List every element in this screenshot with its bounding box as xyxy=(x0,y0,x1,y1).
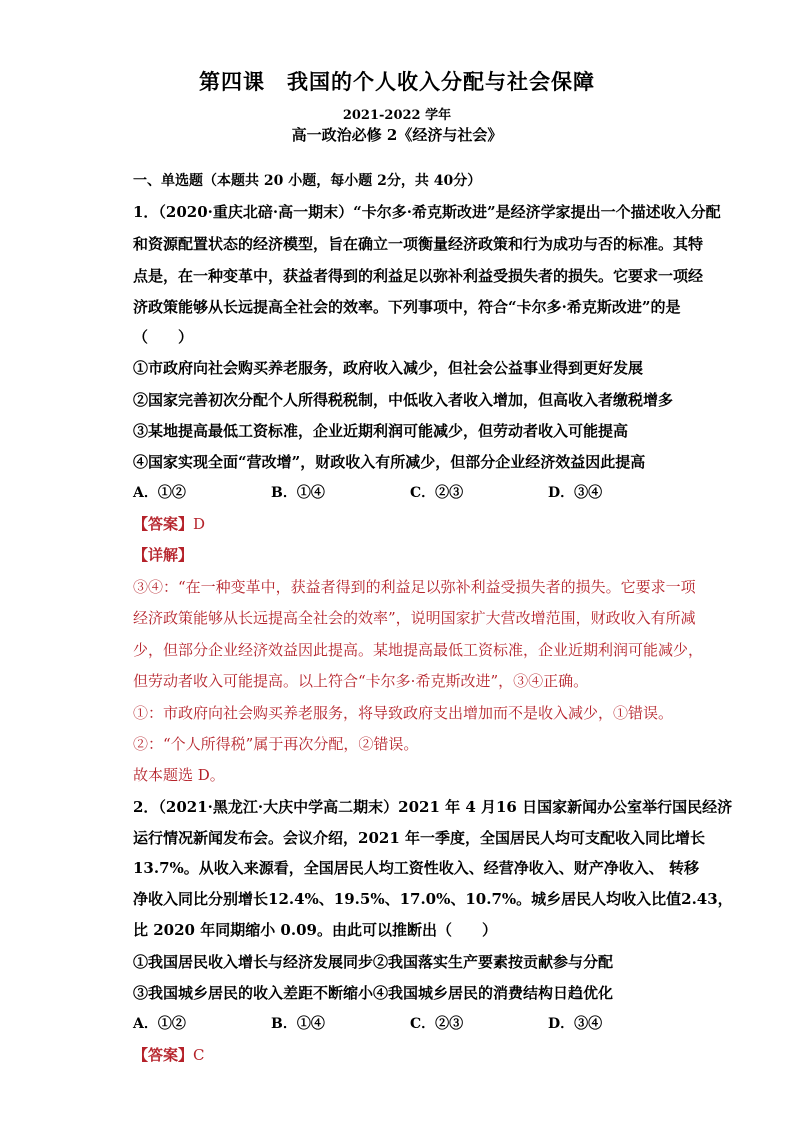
statement-item: ②国家完善初次分配个人所得税税制，中低收入者收入增加，但高收入者缴税增多 xyxy=(133,391,674,409)
answer-line xyxy=(133,514,205,534)
course-subtitle: 高一政治必修 2《经济与社会》 xyxy=(291,126,503,144)
question-stem-line: 净收入同比分别增长12.4%、19.5%、17.0%、10.7%。城乡居民人均收入比值2.43， xyxy=(133,890,733,908)
question-stem-line: 运行情况新闻发布会。会议介绍，2021 年一季度，全国居民人均可支配收入同比增长 xyxy=(133,829,705,847)
answer-label: 【答案】 xyxy=(133,515,194,533)
answer-value: C xyxy=(193,1046,205,1064)
question-stem-line: 点是，在一种变革中，获益者得到的利益足以弥补利益受损失者的损失。它要求一项经 xyxy=(133,267,704,285)
question-stem-line: 和资源配置状态的经济模型，旨在确立一项衡量经济政策和行为成功与否的标准。其特 xyxy=(133,235,704,253)
school-year: 2021-2022 学年 xyxy=(342,108,452,123)
section-heading: 一、单选题（本题共 20 小题，每小题 2分，共 40分） xyxy=(133,173,482,189)
statement-item: ④国家实现全面“营改增”，财政收入有所减少，但部分企业经济效益因此提高 xyxy=(133,453,646,471)
answer-line xyxy=(133,1045,205,1065)
option-d: D．③④ xyxy=(548,1016,603,1032)
question-stem-line: 13.7%。从收入来源看，全国居民人均工资性收入、经营净收入、财产净收入、 转移 xyxy=(133,859,700,877)
explanation-line: ②：“个人所得税”属于再次分配，②错误。 xyxy=(133,735,419,753)
explanation-line: 但劳动者收入可能提高。以上符合“卡尔多·希克斯改进”，③④正确。 xyxy=(133,672,589,690)
page-title: 第四课 我国的个人收入分配与社会保障 xyxy=(199,69,595,94)
detail-label: 【详解】 xyxy=(133,546,194,564)
statement-item: ③某地提高最低工资标准，企业近期利润可能减少，但劳动者收入可能提高 xyxy=(133,422,629,440)
option-a: A．①② xyxy=(133,485,186,501)
explanation-line: 少，但部分企业经济效益因此提高。某地提高最低工资标准，企业近期利润可能减少， xyxy=(133,641,704,659)
answer-blank: （ ） xyxy=(133,328,194,346)
question-stem-line: 比 2020 年同期缩小 0.09。由此可以推断出（ ） xyxy=(133,921,497,939)
explanation-line: 经济政策能够从长远提高全社会的效率”，说明国家扩大营改增范围，财政收入有所减 xyxy=(133,609,696,627)
explanation-line: ①：市政府向社会购买养老服务，将导致政府支出增加而不是收入减少，①错误。 xyxy=(133,704,674,722)
statement-item: ①我国居民收入增长与经济发展同步②我国落实生产要素按贡献参与分配 xyxy=(133,953,614,971)
question-stem-line: 济政策能够从长远提高全社会的效率。下列事项中，符合“卡尔多·希克斯改进”的是 xyxy=(133,298,681,316)
answer-value: D xyxy=(193,515,206,533)
statement-item: ①市政府向社会购买养老服务，政府收入减少，但社会公益事业得到更好发展 xyxy=(133,359,644,377)
option-c: C．②③ xyxy=(410,1016,464,1032)
option-b: B．①④ xyxy=(271,1016,325,1032)
conclusion-line: 故本题选 D。 xyxy=(133,766,225,784)
option-c: C．②③ xyxy=(410,485,464,501)
question-stem-line: 2．（2021·黑龙江·大庆中学高二期末）2021 年 4 月16 日国家新闻办公室举行国民经济 xyxy=(133,798,733,816)
statement-item: ③我国城乡居民的收入差距不断缩小④我国城乡居民的消费结构日趋优化 xyxy=(133,984,614,1002)
option-b: B．①④ xyxy=(271,485,325,501)
option-d: D．③④ xyxy=(548,485,603,501)
explanation-line: ③④：“在一种变革中，获益者得到的利益足以弥补利益受损失者的损失。它要求一项 xyxy=(133,578,696,596)
option-a: A．①② xyxy=(133,1016,186,1032)
answer-label: 【答案】 xyxy=(133,1046,194,1064)
question-stem-line: 1．（2020·重庆北碚·高一期末）“卡尔多·希克斯改进”是经济学家提出一个描述收入分配 xyxy=(133,203,721,221)
